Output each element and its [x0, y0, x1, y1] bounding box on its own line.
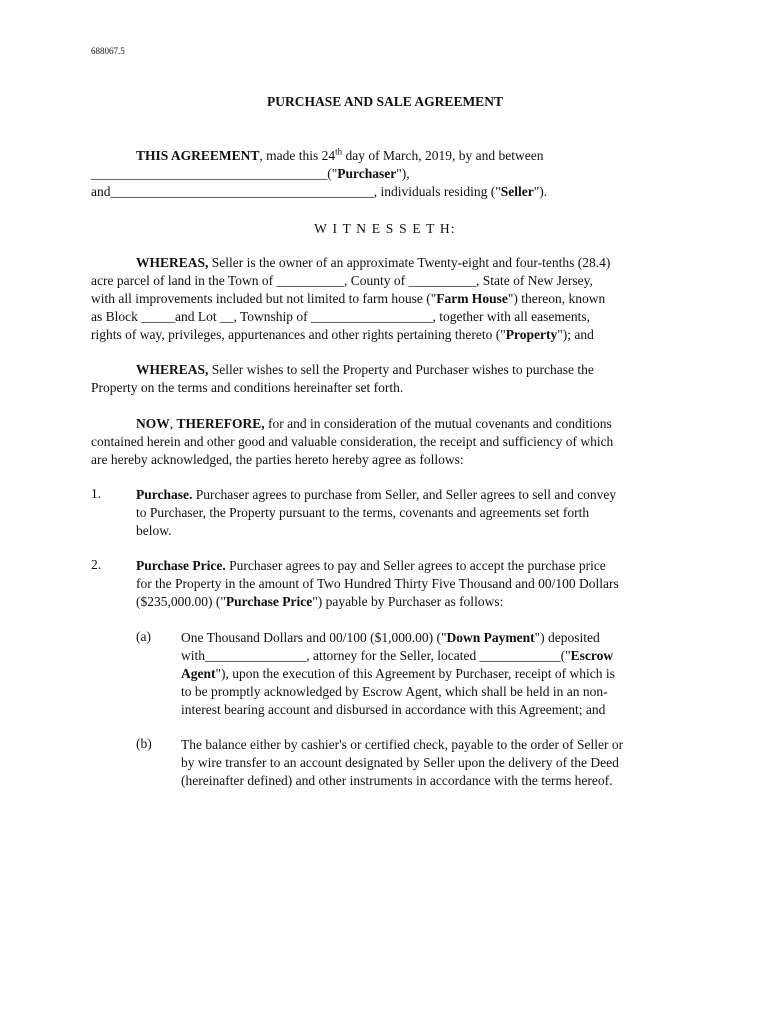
- subsection-b-body: The balance either by cashier's or certified check, payable to the order of Seller or by wire transfer to an account designated by Seller upon the delivery of the Deed (hereinafter defined) and other instruments in accordance with the terms hereof.: [181, 737, 624, 788]
- down-payment-label: Down Payment: [446, 630, 535, 645]
- witnesseth-heading: W I T N E S S E T H:: [314, 221, 456, 236]
- document-title: PURCHASE AND SALE AGREEMENT: [267, 94, 503, 109]
- preamble: THIS AGREEMENT, made this 24th day of March, 2019, by and between ___________________________________("Purchaser"), and_______________________________________, individuals residing ("Seller").: [91, 146, 548, 199]
- agent-label: Agent: [181, 666, 216, 681]
- property-label: Property: [505, 327, 558, 342]
- section-1-number: 1.: [91, 486, 102, 501]
- section-2-heading: Purchase Price.: [136, 558, 226, 573]
- document-id: 688067.5: [91, 46, 125, 56]
- purchaser-label: Purchaser: [337, 166, 397, 181]
- section-1-heading: Purchase.: [136, 487, 193, 502]
- section-2-body: Purchase Price. Purchaser agrees to pay and Seller agrees to accept the purchase price for the Property in the amount of Two Hundred Thirty Five Thousand and 00/100 Dollars ($235,000.00) ("Purchase Price") payable by Purchaser as follows:: [136, 558, 619, 609]
- section-1-body: Purchase. Purchaser agrees to purchase from Seller, and Seller agrees to sell and convey to Purchaser, the Property pursuant to the terms, covenants and agreements set forth below.: [136, 487, 617, 538]
- whereas-clause-2: WHEREAS, Seller wishes to sell the Property and Purchaser wishes to purchase the Property on the terms and conditions hereinafter set forth.: [91, 362, 594, 395]
- whereas-clause-1: WHEREAS, Seller is the owner of an approximate Twenty-eight and four-tenths (28.4) acre parcel of land in the Town of __________, County of __________, State of New Jersey, with all improvements included but not limited to farm house ("Farm House") thereon, known as Block _____and Lot __, Township of __________________, together with all easements, rights of way, privileges, appurtenances and other rights pertaining thereto ("Property"); and: [91, 255, 611, 342]
- subsection-b-label: (b): [136, 736, 152, 751]
- subsection-a-body: One Thousand Dollars and 00/100 ($1,000.00) ("Down Payment") deposited with_______________, attorney for the Seller, located ____________("Escrow Agent"), upon the execution of this Agreement by Purchaser, receipt of which is to be promptly acknowledged by Escrow Agent, which shall be held in an non- interest bearing account and disbursed in accordance with this Agreement; and: [181, 630, 615, 717]
- escrow-label: Escrow: [570, 648, 614, 663]
- farm-house-label: Farm House: [436, 291, 508, 306]
- seller-label: Seller: [500, 184, 534, 199]
- subsection-a-label: (a): [136, 629, 151, 644]
- purchase-price-label: Purchase Price: [225, 594, 313, 609]
- now-therefore-clause: NOW, THEREFORE, for and in consideration of the mutual covenants and conditions contained herein and other good and valuable consideration, the receipt and sufficiency of which are hereby acknowledged, the parties hereto hereby agree as follows:: [91, 416, 614, 467]
- preamble-lead: THIS AGREEMENT: [136, 148, 260, 163]
- section-2-number: 2.: [91, 557, 102, 572]
